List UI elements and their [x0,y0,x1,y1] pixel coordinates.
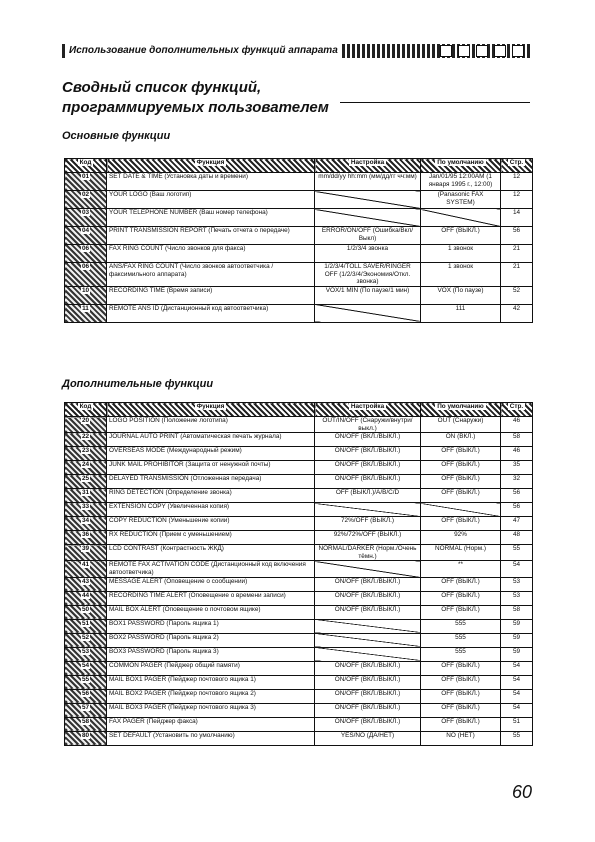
cell-opts [315,503,421,517]
cell-page: 51 [501,717,533,731]
cell-code: 06 [65,245,107,263]
cell-func: JUNK MAIL PROHIBITOR (Защита от ненужной почты) [107,461,315,475]
cell-opts: mm/dd/yy hh:mm (мм/дд/гг чч:мм) [315,173,421,191]
cell-code: 04 [65,227,107,245]
column-header: Функция [107,159,315,173]
cell-page: 54 [501,661,533,675]
cell-func: COMMON PAGER (Пейджер общий памяти) [107,661,315,675]
cell-page: 59 [501,647,533,661]
cell-code: 52 [65,633,107,647]
cell-func: EXTENSION COPY (Увеличенная копия) [107,503,315,517]
cell-def: NO (НЕТ) [421,731,501,745]
cell-code: 06 [65,263,107,287]
cell-code: 44 [65,591,107,605]
column-header: Код [65,159,107,173]
cell-def [421,209,501,227]
column-header: Настройка [315,403,421,417]
cell-code: 41 [65,561,107,577]
cell-func: FAX PAGER (Пейджер факса) [107,717,315,731]
column-header: По умолчанию [421,159,501,173]
cell-def: NORMAL (Норм.) [421,545,501,561]
table-row [65,619,533,633]
cell-page: 58 [501,433,533,447]
cell-def: Jan/01/95 12:00AM (1 января 1995 г., 12:00) [421,173,501,191]
title-rule [340,102,530,103]
cell-page: 53 [501,591,533,605]
cell-opts: ON/OFF (ВКЛ./ВЫКЛ.) [315,661,421,675]
cell-code: 57 [65,703,107,717]
cell-func: BOX2 PASSWORD (Пароль ящика 2) [107,633,315,647]
table-row [65,191,533,209]
table-row [65,717,533,731]
cell-page: 54 [501,689,533,703]
cell-func: REMOTE ANS ID (Дистанционный код автоответчика) [107,304,315,322]
cell-opts: OFF (ВЫКЛ.)/A/B/C/D [315,489,421,503]
cell-code: 11 [65,304,107,322]
cell-page: 59 [501,633,533,647]
cell-def: OFF (ВЫКЛ.) [421,675,501,689]
cell-def: OFF (ВЫКЛ.) [421,461,501,475]
cell-def: 111 [421,304,501,322]
cell-def: OFF (ВЫКЛ.) [421,489,501,503]
cell-page: 12 [501,191,533,209]
cell-def: OFF (ВЫКЛ.) [421,605,501,619]
cell-page: 47 [501,517,533,531]
cell-def: 1 звонок [421,263,501,287]
cell-page: 54 [501,703,533,717]
table-row [65,689,533,703]
cell-def: OFF (ВЫКЛ.) [421,661,501,675]
cell-page: 56 [501,489,533,503]
cell-def: OFF (ВЫКЛ.) [421,689,501,703]
advanced-functions-heading: Дополнительные функции [62,378,214,390]
cell-func: PRINT TRANSMISSION REPORT (Печать отчета о передаче) [107,227,315,245]
cell-opts: 1/2/3/4 звонка [315,245,421,263]
cell-code: 20 [65,417,107,433]
table-row [65,433,533,447]
cell-opts: ON/OFF (ВКЛ./ВЫКЛ.) [315,475,421,489]
cell-code: 36 [65,531,107,545]
cell-page: 32 [501,475,533,489]
cell-func: MESSAGE ALERT (Оповещение о сообщении) [107,577,315,591]
table-header-row [65,403,533,417]
page-number: 60 [512,782,533,802]
cell-func: COPY REDUCTION (Уменьшение копии) [107,517,315,531]
column-header: Код [65,403,107,417]
basic-functions-table [64,158,533,323]
cell-opts: ON/OFF (ВКЛ./ВЫКЛ.) [315,703,421,717]
cell-code: 23 [65,447,107,461]
cell-page: 54 [501,561,533,577]
cell-code: 24 [65,461,107,475]
cell-opts: ON/OFF (ВКЛ./ВЫКЛ.) [315,675,421,689]
cell-opts: 1/2/3/4/TOLL SAVER/RINGER OFF (1/2/3/4/Экономия/Откл. звонка) [315,263,421,287]
cell-code: 54 [65,661,107,675]
cell-func: RING DETECTION (Определение звонка) [107,489,315,503]
cell-def: 1 звонок [421,245,501,263]
table-row [65,209,533,227]
cell-opts: ON/OFF (ВКЛ./ВЫКЛ.) [315,717,421,731]
cell-func: SET DATE & TIME (Установка даты и времени) [107,173,315,191]
cell-opts [315,304,421,322]
cell-code: 34 [65,517,107,531]
cell-def: OFF (ВЫКЛ.) [421,591,501,605]
table-row [65,447,533,461]
cell-func: ANS/FAX RING COUNT (Число звонков автоответчика / факсимильного аппарата) [107,263,315,287]
table-row [65,417,533,433]
cell-opts: YES/NO (ДА/НЕТ) [315,731,421,745]
cell-code: 02 [65,191,107,209]
cell-def: OFF (ВЫКЛ.) [421,517,501,531]
column-header: Стр. [501,403,533,417]
cell-code: 55 [65,675,107,689]
cell-func: RECORDING TIME ALERT (Оповещение о времени записи) [107,591,315,605]
table-row [65,661,533,675]
cell-def: 555 [421,619,501,633]
cell-code: 43 [65,577,107,591]
cell-func: BOX1 PASSWORD (Пароль ящика 1) [107,619,315,633]
cell-func: JOURNAL AUTO PRINT (Автоматическая печать журнала) [107,433,315,447]
cell-def: ON (ВКЛ.) [421,433,501,447]
table-row [65,475,533,489]
cell-code: 31 [65,489,107,503]
cell-def: OUT (Снаружи) [421,417,501,433]
cell-opts [315,209,421,227]
cell-page: 59 [501,619,533,633]
column-header: Настройка [315,159,421,173]
cell-page: 56 [501,227,533,245]
cell-func: FAX RING COUNT (Число звонков для факса) [107,245,315,263]
table-row [65,561,533,577]
table-row [65,731,533,745]
cell-opts: ON/OFF (ВКЛ./ВЫКЛ.) [315,605,421,619]
table-row [65,173,533,191]
table-row [65,489,533,503]
cell-func: YOUR LOGO (Ваш логотип) [107,191,315,209]
cell-page: 55 [501,731,533,745]
cell-func: BOX3 PASSWORD (Пароль ящика 3) [107,647,315,661]
cell-page: 56 [501,503,533,517]
cell-func: REMOTE FAX ACTIVATION CODE (Дистанционный код включения автоответчика) [107,561,315,577]
table-row [65,531,533,545]
cell-def: OFF (ВЫКЛ.) [421,475,501,489]
cell-func: MAIL BOX2 PAGER (Пейджер почтового ящика 2) [107,689,315,703]
cell-code: 10 [65,286,107,304]
cell-def: VOX (По паузе) [421,286,501,304]
cell-code: 50 [65,605,107,619]
cell-func: MAIL BOX3 PAGER (Пейджер почтового ящика 3) [107,703,315,717]
cell-def: 555 [421,647,501,661]
cell-def: OFF (ВЫКЛ.) [421,577,501,591]
table-row [65,517,533,531]
cell-func: LCD CONTRAST (Контрастность ЖКД) [107,545,315,561]
cell-func: DELAYED TRANSMISSION (Отложенная передача) [107,475,315,489]
advanced-functions-table [64,402,533,746]
cell-opts [315,647,421,661]
table-row [65,545,533,561]
cell-opts: ERROR/ON/OFF (Ошибка/Вкл/Выкл) [315,227,421,245]
cell-opts: ON/OFF (ВКЛ./ВЫКЛ.) [315,433,421,447]
table-row [65,675,533,689]
page-title-line2: программируемых пользователем [62,99,329,116]
cell-code: 01 [65,173,107,191]
page-title [62,78,329,118]
cell-code: 53 [65,647,107,661]
cell-def: OFF (ВЫКЛ.) [421,703,501,717]
cell-opts: VOX/1 MIN (По паузе/1 мин) [315,286,421,304]
table-row [65,286,533,304]
cell-opts [315,633,421,647]
cell-def: (Panasonic FAX SYSTEM) [421,191,501,209]
table-row [65,647,533,661]
cell-func: YOUR TELEPHONE NUMBER (Ваш номер телефона) [107,209,315,227]
cell-code: 25 [65,475,107,489]
cell-page: 48 [501,531,533,545]
cell-page: 46 [501,417,533,433]
cell-code: 22 [65,433,107,447]
cell-page: 58 [501,605,533,619]
cell-opts: OUT/IN/OFF (Снаружи/внутри/выкл.) [315,417,421,433]
cell-code: 58 [65,717,107,731]
cell-func: RECORDING TIME (Время записи) [107,286,315,304]
cell-opts: ON/OFF (ВКЛ./ВЫКЛ.) [315,447,421,461]
cell-opts [315,191,421,209]
cell-def: 92% [421,531,501,545]
column-header: Функция [107,403,315,417]
cell-page: 21 [501,263,533,287]
table-row [65,591,533,605]
page-title-line1: Сводный список функций, [62,79,262,96]
cell-opts: ON/OFF (ВКЛ./ВЫКЛ.) [315,689,421,703]
cell-code: 03 [65,209,107,227]
cell-page: 35 [501,461,533,475]
table-row [65,263,533,287]
table-row [65,227,533,245]
cell-def [421,503,501,517]
cell-page: 46 [501,447,533,461]
cell-func: MAIL BOX ALERT (Оповещение о почтовом ящике) [107,605,315,619]
cell-func: OVERSEAS MODE (Международный режим) [107,447,315,461]
cell-page: 52 [501,286,533,304]
column-header: Стр. [501,159,533,173]
table-row [65,605,533,619]
cell-code: 56 [65,689,107,703]
table-row [65,304,533,322]
cell-func: MAIL BOX1 PAGER (Пейджер почтового ящика 1) [107,675,315,689]
cell-code: 80 [65,731,107,745]
header-boxes [440,45,524,57]
cell-def: OFF (ВЫКЛ.) [421,227,501,245]
cell-func: RX REDUCTION (Прием с уменьшением) [107,531,315,545]
cell-code: 51 [65,619,107,633]
cell-opts: NORMAL/DARKER (Норм./Очень тёмн.) [315,545,421,561]
cell-func: LOGO POSITION (Положение логотипа) [107,417,315,433]
cell-opts: 72%/OFF (ВЫКЛ.) [315,517,421,531]
cell-opts: ON/OFF (ВКЛ./ВЫКЛ.) [315,591,421,605]
table-row [65,245,533,263]
cell-opts: ON/OFF (ВКЛ./ВЫКЛ.) [315,577,421,591]
cell-def: OFF (ВЫКЛ.) [421,447,501,461]
cell-page: 53 [501,577,533,591]
cell-opts: ON/OFF (ВКЛ./ВЫКЛ.) [315,461,421,475]
header-title: Использование дополнительных функций аппарата [66,44,341,58]
table-row [65,577,533,591]
table-row [65,461,533,475]
cell-opts: 92%/72%/OFF (ВЫКЛ.) [315,531,421,545]
table-row [65,633,533,647]
cell-page: 54 [501,675,533,689]
table-row [65,503,533,517]
cell-opts [315,619,421,633]
cell-page: 42 [501,304,533,322]
table-header-row [65,159,533,173]
cell-code: 33 [65,503,107,517]
cell-opts [315,561,421,577]
basic-functions-heading: Основные функции [62,130,171,142]
cell-def: 555 [421,633,501,647]
cell-page: 12 [501,173,533,191]
cell-code: 39 [65,545,107,561]
table-row [65,703,533,717]
cell-def: ** [421,561,501,577]
column-header: По умолчанию [421,403,501,417]
cell-func: SET DEFAULT (Установить по умолчанию) [107,731,315,745]
cell-page: 21 [501,245,533,263]
cell-page: 14 [501,209,533,227]
cell-page: 55 [501,545,533,561]
cell-def: OFF (ВЫКЛ.) [421,717,501,731]
